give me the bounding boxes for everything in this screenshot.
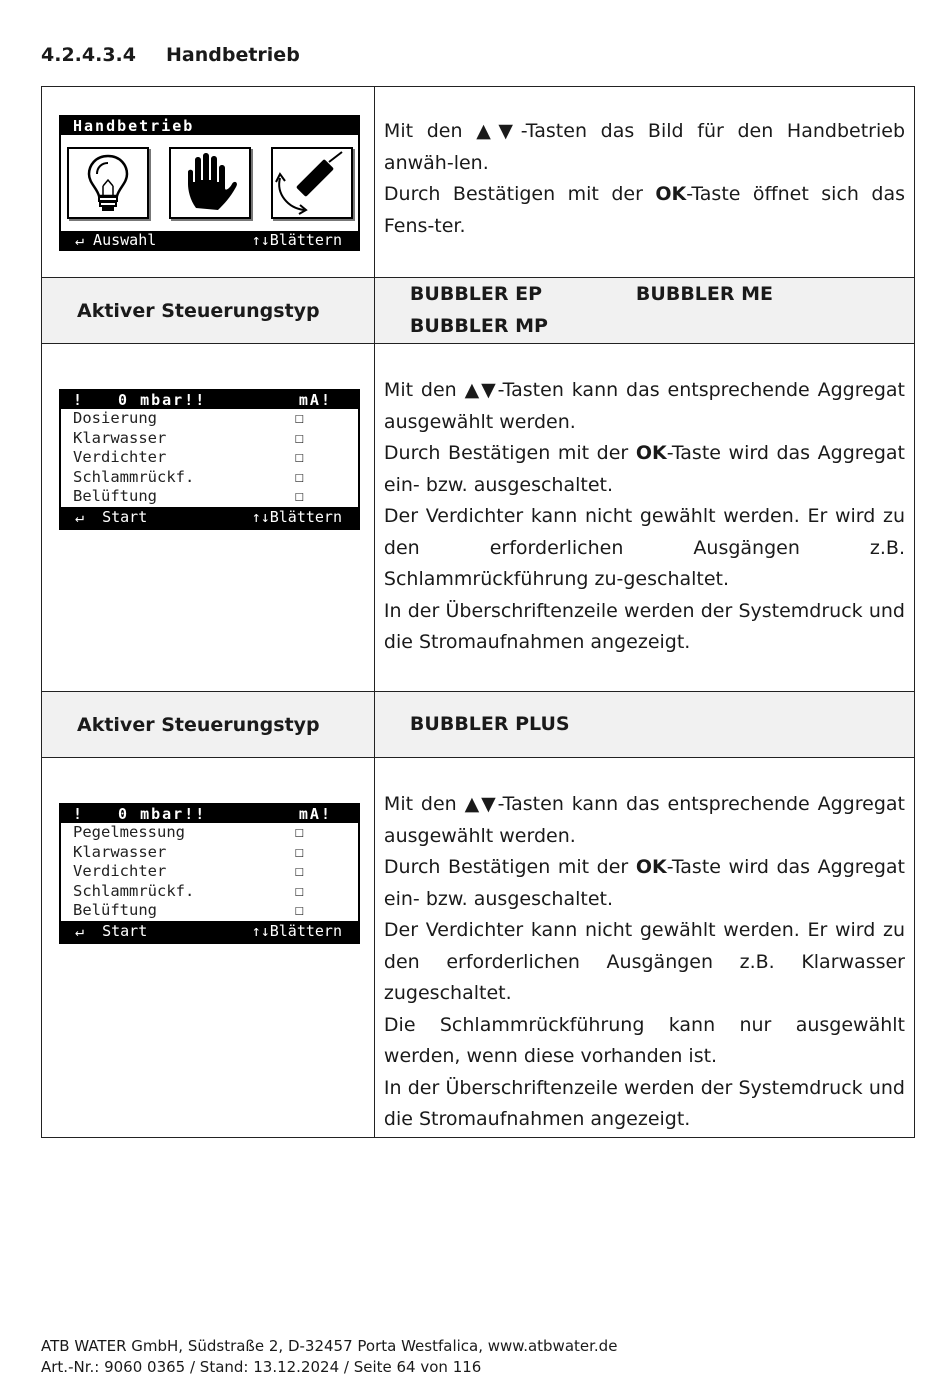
list-item: Pegelmessung ☐: [73, 823, 304, 841]
lcd-screen-aggregates-plus: [59, 803, 360, 944]
lcd-title: Handbetrieb: [61, 117, 358, 135]
lcd-alert: !: [73, 391, 85, 409]
list-item: Dosierung ☐: [73, 409, 304, 427]
checkbox-icon: ☐: [294, 881, 304, 900]
checkbox-icon: ☐: [294, 842, 304, 861]
lcd-alert: !: [73, 805, 85, 823]
list-item: Klarwasser ☐: [73, 428, 304, 447]
footer-address: ATB WATER GmbH, Südstraße 2, D-32457 Porta Westfalica, www.atbwater.de: [41, 1337, 618, 1355]
lcd-footer-select: ↵ Auswahl: [75, 231, 157, 249]
lcd-screen-aggregates: [59, 389, 360, 530]
lcd-footer-start: ↵ Start: [75, 507, 148, 526]
lcd-footer-scroll: ↑↓Blättern: [251, 507, 342, 526]
checkbox-icon: ☐: [294, 901, 304, 919]
lcd-pressure: 0 mbar!!: [118, 391, 207, 409]
ok-key-label: OK: [655, 183, 687, 205]
checkbox-icon: ☐: [294, 467, 304, 486]
list-item: Klarwasser ☐: [73, 842, 304, 861]
lcd-current: mA!: [298, 805, 332, 823]
table-row: [42, 692, 915, 758]
footer-article-info: Art.-Nr.: 9060 0365 / Stand: 13.12.2024 / Seite 64 von 116: [41, 1358, 482, 1376]
checkbox-icon: ☐: [294, 409, 304, 427]
checkbox-icon: ☐: [294, 448, 304, 466]
description: Mit den ▲▼-Tasten das Bild für den Handbetrieb anwäh-len. Durch Bestätigen mit der OK-Taste öffnet sich das Fens-ter.: [383, 120, 906, 237]
content-table: [41, 86, 915, 1138]
arrow-keys-icon: ▲▼: [464, 793, 498, 815]
checkbox-icon: ☐: [294, 823, 304, 841]
page-footer: [41, 1336, 617, 1378]
lcd-footer-scroll: ↑↓Blättern: [251, 231, 342, 249]
list-item: Schlammrückf. ☐: [73, 467, 304, 486]
lcd-footer-start: ↵ Start: [75, 921, 148, 940]
section-title: Handbetrieb: [166, 44, 300, 66]
table-row: [42, 344, 915, 692]
lcd-footer-scroll: ↑↓Blättern: [251, 921, 342, 940]
control-type-value: BUBBLER EP: [409, 283, 543, 305]
control-type-value: BUBBLER PLUS: [409, 712, 570, 735]
screen-cell: [42, 87, 375, 278]
lcd-pressure: 0 mbar!!: [118, 805, 207, 823]
table-row: [42, 278, 915, 344]
section-heading: [41, 44, 300, 66]
checkbox-icon: ☐: [294, 487, 304, 505]
arrow-keys-icon: ▲▼: [464, 379, 498, 401]
arrow-keys-icon: ▲▼: [476, 120, 521, 142]
hand-icon: [169, 147, 251, 219]
checkbox-icon: ☐: [294, 428, 304, 447]
table-row: [42, 87, 915, 278]
list-item: Belüftung ☐: [73, 901, 304, 919]
tool-icon: [271, 147, 353, 219]
control-type-value: BUBBLER MP: [409, 314, 548, 337]
lightbulb-icon: [67, 147, 149, 219]
list-item: Verdichter ☐: [73, 862, 304, 880]
list-item: Schlammrückf. ☐: [73, 881, 304, 900]
description: Mit den ▲▼-Tasten kann das entsprechende Aggregat ausgewählt werden. Durch Bestätigen mit der OK-Taste wird das Aggregat ein- bzw. ausgeschaltet. Der Verdichter kann nicht gewählt werden. Er wird zu den erforderlichen Ausgängen z.B. Schlammrückführung zu-geschaltet. In der Überschriftenzeile werden der Systemdruck und die Stromaufnahmen angezeigt.: [383, 379, 906, 653]
lcd-current: mA!: [298, 391, 332, 409]
checkbox-icon: ☐: [294, 862, 304, 880]
control-type-label: Aktiver Steuerungstyp: [77, 713, 320, 736]
section-number: 4.2.4.3.4: [41, 44, 136, 66]
list-item: Verdichter ☐: [73, 448, 304, 466]
list-item: Belüftung ☐: [73, 487, 304, 505]
control-type-label: Aktiver Steuerungstyp: [77, 299, 320, 322]
control-type-values: [375, 278, 914, 342]
description-cell: [374, 87, 914, 278]
control-type-values: [375, 709, 914, 741]
lcd-screen-handbetrieb: [59, 115, 360, 251]
table-row: [42, 758, 915, 1138]
ok-key-label: OK: [635, 442, 667, 464]
description: Mit den ▲▼-Tasten kann das entsprechende Aggregat ausgewählt werden. Durch Bestätigen mit der OK-Taste wird das Aggregat ein- bzw. ausgeschaltet. Der Verdichter kann nicht gewählt werden. Er wird zu den erforderlichen Ausgängen z.B. Klarwasser zugeschaltet. Die Schlammrückführung kann nur ausgewählt werden, wenn diese vorhanden ist. In der Überschriftenzeile werden der Systemdruck und die Stromaufnahmen angezeigt.: [383, 793, 906, 1130]
ok-key-label: OK: [635, 856, 667, 878]
control-type-value: BUBBLER ME: [635, 283, 774, 305]
